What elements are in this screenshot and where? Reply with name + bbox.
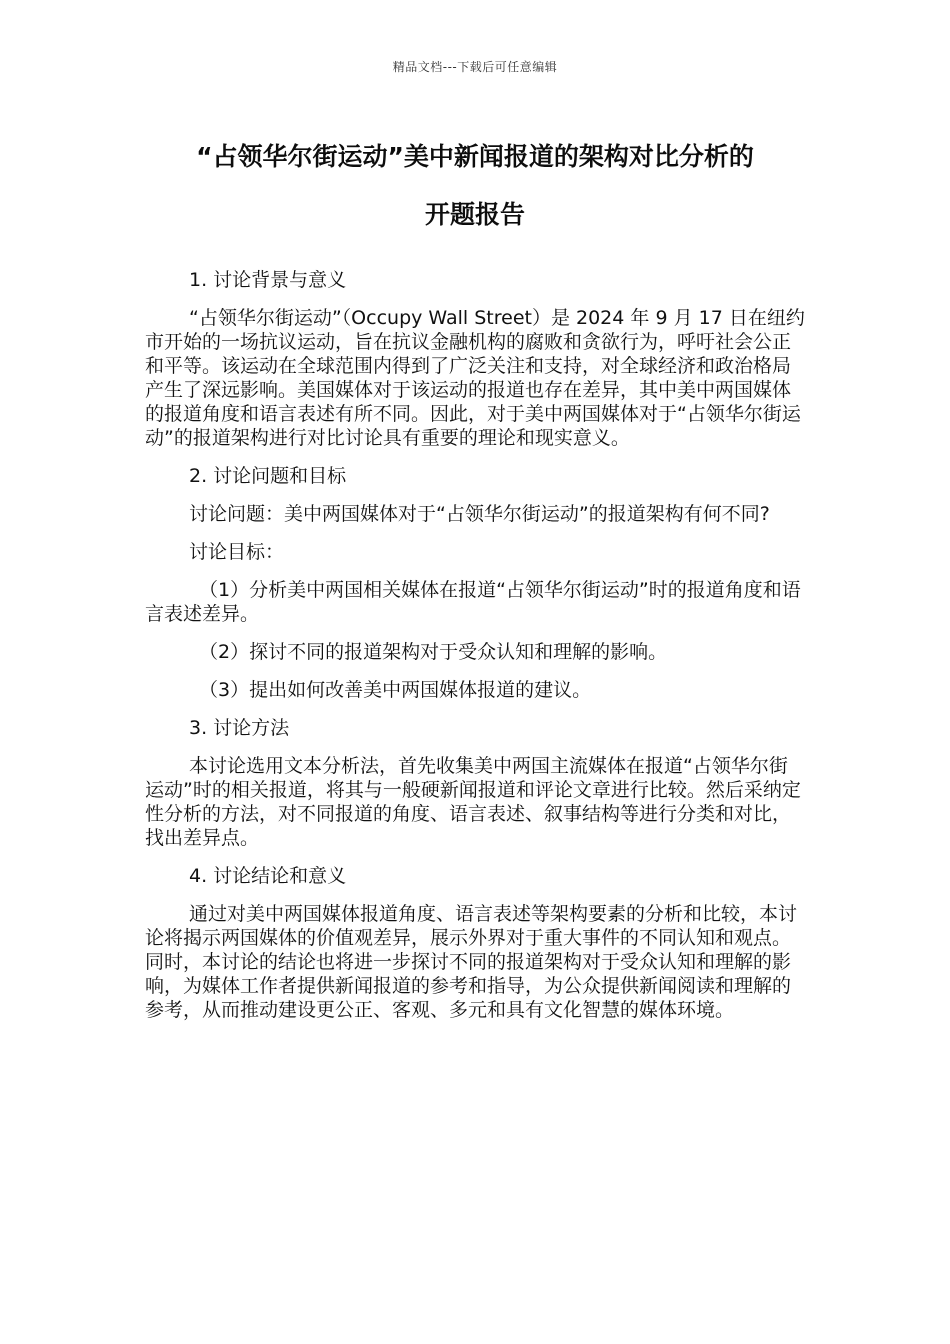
research-question: 讨论问题：美中两国媒体对于“占领华尔街运动”的报道架构有何不同? bbox=[189, 503, 770, 525]
goal-item: （2）探讨不同的报道架构对于受众认知和理解的影响。 bbox=[199, 641, 668, 663]
section-2-heading: 2. 讨论问题和目标 bbox=[189, 465, 347, 487]
section-1-paragraph: “占领华尔街运动”（Occupy Wall Street）是 2024 年 9 月 17 日在纽约市开始的一场抗议运动，旨在抗议金融机构的腐败和贪欲行为，呼吁社会公正和平等。该运动在全球范围内得到了广泛关注和支持，对全球经济和政治格局产生了深远影响。美国媒体对于该运动的报道也存在差异，其中美中两国媒体的报道角度和语言表述有所不同。因此，对于美中两国媒体对于“占领华尔街运动”的报道架构进行对比讨论具有重要的理论和现实意义。 bbox=[145, 307, 805, 449]
title-line-2: 开题报告 bbox=[424, 200, 525, 229]
goal-item: （3）提出如何改善美中两国媒体报道的建议。 bbox=[199, 679, 592, 701]
research-goals-label: 讨论目标： bbox=[189, 541, 285, 563]
section-3-paragraph: 本讨论选用文本分析法，首先收集美中两国主流媒体在报道“占领华尔街运动”时的相关报道，将其与一般硬新闻报道和评论文章进行比较。然后采纳定性分析的方法，对不同报道的角度、语言表述、叙事结构等进行分类和对比，找出差异点。 bbox=[145, 755, 801, 849]
section-3-heading: 3. 讨论方法 bbox=[189, 717, 290, 739]
title-line-1: “占领华尔街运动”美中新闻报道的架构对比分析的 bbox=[196, 142, 754, 171]
section-1-heading: 1. 讨论背景与意义 bbox=[189, 269, 347, 291]
section-4-heading: 4. 讨论结论和意义 bbox=[189, 865, 347, 887]
section-4-paragraph: 通过对美中两国媒体报道角度、语言表述等架构要素的分析和比较，本讨论将揭示两国媒体的价值观差异，展示外界对于重大事件的不同认知和观点。同时，本讨论的结论也将进一步探讨不同的报道架构对于受众认知和理解的影响，为媒体工作者提供新闻报道的参考和指导，为公众提供新闻阅读和理解的参考，从而推动建设更公正、客观、多元和具有文化智慧的媒体环境。 bbox=[145, 903, 798, 1021]
header-note: 精品文档---下载后可任意编辑 bbox=[392, 60, 558, 74]
goal-item: （1）分析美中两国相关媒体在报道“占领华尔街运动”时的报道角度和语言表述差异。 bbox=[145, 579, 801, 625]
document-title bbox=[145, 128, 805, 244]
document-body bbox=[145, 268, 805, 1036]
